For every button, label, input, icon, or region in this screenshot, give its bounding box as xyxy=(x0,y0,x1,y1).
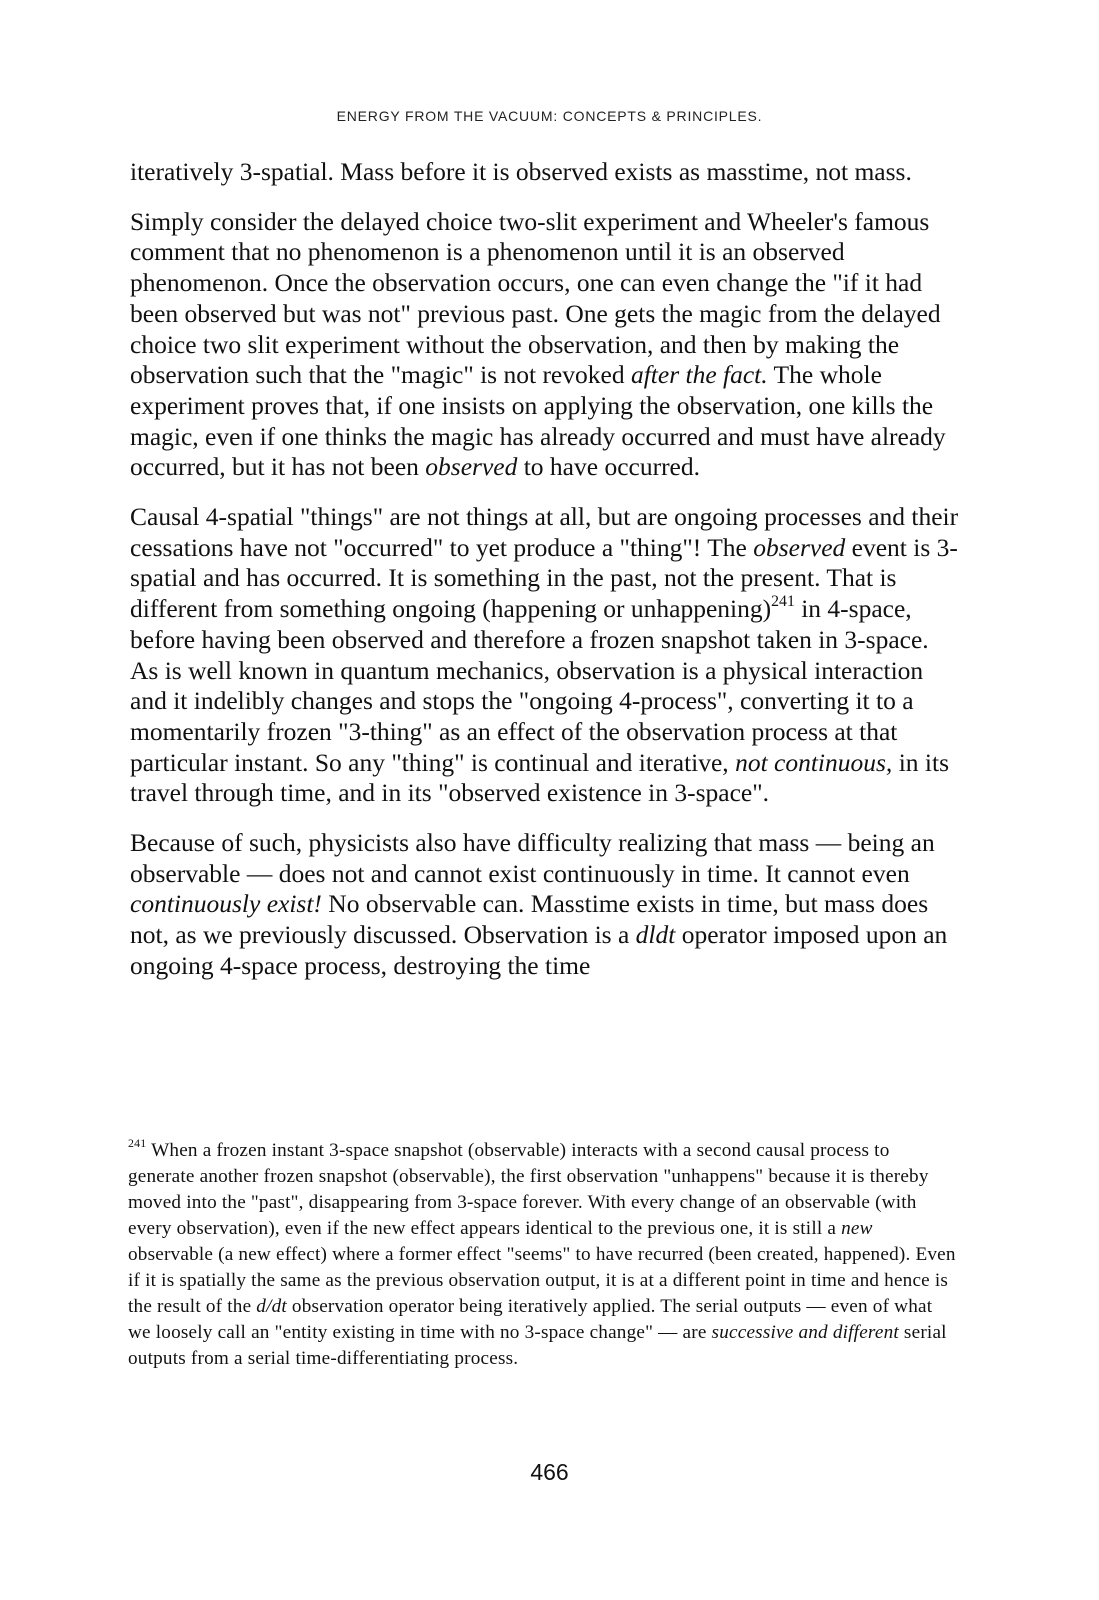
paragraph-1-text: iteratively 3-spatial. Mass before it is observed exists as masstime, not mass. xyxy=(130,157,912,186)
emphasis-after-the-fact: after the fact. xyxy=(630,360,768,390)
paragraph-2 xyxy=(130,207,960,483)
paragraph-3-text-b: event is 3-spatial and has occurred. It is something in the past, not the present. That is different from something ongoing (happening or unhappening) xyxy=(130,532,958,624)
paragraph-1 xyxy=(130,157,960,188)
footnote xyxy=(128,1138,958,1372)
footnote-number: 241 xyxy=(128,1136,147,1151)
paragraph-4 xyxy=(130,828,960,982)
footnote-text xyxy=(128,1138,958,1372)
emphasis-continuously-exist: continuously exist! xyxy=(130,889,322,919)
paragraph-4-text-b: No observable can. Masstime exists in time, but mass does not, as we previously discussed. Observation is a xyxy=(130,889,929,950)
emphasis-observed: observed xyxy=(753,532,846,562)
emphasis-new: new xyxy=(841,1218,873,1239)
footnote-reference[interactable]: 241 xyxy=(771,593,795,611)
paragraph-3 xyxy=(130,502,960,809)
footnote-text-b: observable (a new effect) where a former effect "seems" to have recurred (been created, happened). Even if it is spatially the same as the previous observation output, it is at a different point in time and hence is the result of the xyxy=(128,1244,956,1317)
footnote-text-c: observation operator being iteratively applied. The serial outputs — even of what we loosely call an "entity existing in time with no 3-space change" — are xyxy=(128,1296,933,1343)
footnote-text-d: serial outputs from a serial time-differentiating process. xyxy=(128,1322,947,1369)
emphasis-dldt: dldt xyxy=(635,920,676,950)
paragraph-3-text-c: in 4-space, before having been observed and therefore a frozen snapshot taken in 3-space. As is well known in quantum mechanics, observation is a physical interaction and it indelibly changes and stops the "ongoing 4-process", converting it to a momentarily frozen "3-thing" as an effect of the observation process at that particular instant. So any "thing" is continual and iterative, xyxy=(130,594,929,777)
paragraph-2-text-a: Simply consider the delayed choice two-slit experiment and Wheeler's famous comment that no phenomenon is a phenomenon until it is an observed phenomenon. Once the observation occurs, one can even change the "if it had been observed but was not" previous past. One gets the magic from the delayed choice two slit experiment without the observation, and then by making the observation such that the "magic" is not revoked xyxy=(130,206,941,390)
emphasis-d-dt: d/dt xyxy=(256,1296,287,1317)
footnote-text-a: When a frozen instant 3-space snapshot (observable) interacts with a second causal process to generate another frozen snapshot (observable), the first observation "unhappens" because it is thereby moved into the "past", disappearing from 3-space forever. With every change of an observable (with every observation), even if the new effect appears identical to the previous one, it is still a xyxy=(128,1140,929,1239)
paragraph-3-text-a: Causal 4-spatial "things" are not things at all, but are ongoing processes and their cessations have not "occurred" to yet produce a "thing"! The xyxy=(130,502,959,562)
paragraph-3-text-d: in its travel through time, and in its "observed existence in 3-space". xyxy=(130,747,949,808)
emphasis-observed: observed xyxy=(425,452,518,482)
paragraph-2-text-b: The whole experiment proves that, if one insists on applying the observation, one kills the magic, even if one thinks the magic has already occurred and must have already occurred, but it has not been xyxy=(130,360,946,482)
body-text xyxy=(130,157,960,1001)
paragraph-4-text-a: Because of such, physicists also have difficulty realizing that mass — being an observable — does not and cannot exist continuously in time. It cannot even xyxy=(130,828,935,888)
emphasis-successive-and-different: successive and different xyxy=(711,1322,899,1343)
page-number: 466 xyxy=(530,1459,569,1485)
paragraph-2-text-c: to have occurred. xyxy=(517,452,701,482)
paragraph-4-text-c: operator imposed upon an ongoing 4-space process, destroying the time xyxy=(130,920,948,980)
running-head: ENERGY FROM THE VACUUM: CONCEPTS & PRINCIPLES. xyxy=(336,108,763,124)
emphasis-not-continuous: not continuous, xyxy=(735,747,893,777)
